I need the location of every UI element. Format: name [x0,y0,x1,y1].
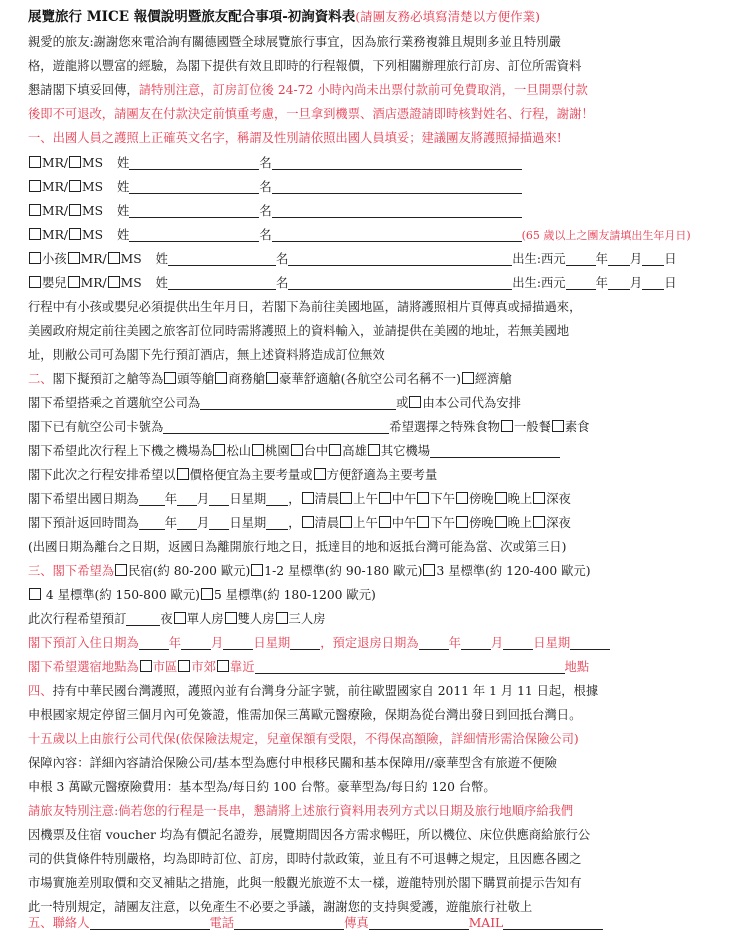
taichung-checkbox[interactable] [291,444,303,456]
star-3-checkbox[interactable] [423,564,435,576]
surname-label: 姓 [155,252,168,266]
morning-checkbox[interactable] [340,492,352,504]
kaohsiung-checkbox[interactable] [329,444,341,456]
traveler-row-1 [28,152,729,174]
ms-label: MS [82,180,104,194]
premium-class-checkbox[interactable] [266,372,278,384]
first-class-label: 頭等艙 [177,372,215,386]
day-weekday-label: 日星期 [229,492,267,506]
dawn-checkbox[interactable] [302,492,314,504]
departure-day-field[interactable] [209,491,229,506]
infant-row [28,272,729,294]
title-text: 展覽旅行 MICE 報價說明暨旅友配合事項-初詢資料表 [28,9,356,25]
year-label: 年 [448,636,461,650]
visa-line-2: 申根國家規定停留三個月內可免簽證，惟需加保三萬歐元醫療險，保期為從台灣出發日到回抵台灣日。 [28,708,582,722]
star-4-label: 4 星標準(約 150-800 歐元) [45,588,200,602]
priority-label: 閣下此次之行程安排希望以 [28,468,176,482]
departure-weekday-field[interactable] [266,491,288,506]
mr-label: MR/ [42,156,68,170]
year-label: 年 [168,636,181,650]
checkin-label: 閣下預訂入住日期為 [28,636,139,650]
traveler-row-3 [28,200,729,222]
first-class-checkbox[interactable] [164,372,176,384]
date-note: (出國日期為離台之日期，返國日為離開旅行地之日，抵達目的地和返抵台灣可能為當、次或第三日) [28,540,567,554]
late-night-label: 深夜 [546,492,571,506]
single-room-checkbox[interactable] [174,612,186,624]
surname-field[interactable] [129,179,259,194]
price-priority-label: 價格便宜為主要考量或 [189,468,313,482]
infant-checkbox[interactable] [29,276,41,288]
company-arrange-checkbox[interactable] [409,396,421,408]
checkout-year-field[interactable] [419,635,449,650]
late-night-label: 深夜 [546,516,571,530]
visa-line-1-text: 持有中華民國台灣護照，護照內並有台灣身分証字號，前往歐盟國家自 2011 年 1 月 11 日起，根據 [52,684,599,698]
morning-checkbox[interactable] [340,516,352,528]
preferred-airline-field[interactable] [200,395,396,410]
comfort-priority-checkbox[interactable] [314,468,326,480]
preferred-airline-label: 閣下希望搭乘之首選航空公司為 [28,396,201,410]
songshan-checkbox[interactable] [213,444,225,456]
surname-label: 姓 [117,180,130,194]
surname-label: 姓 [155,276,168,290]
contact-field[interactable] [90,915,210,930]
afternoon-checkbox[interactable] [417,492,429,504]
ms-checkbox[interactable] [69,228,81,240]
star-5-checkbox[interactable] [201,588,213,600]
hotel-grade-label: 閣下希望為 [52,564,115,578]
passport-note-line-3: 址，則敝公司可為閣下先行預訂酒店，無上述資料將造成訂位無效 [28,348,385,362]
given-name-label: 名 [259,204,272,218]
checkout-day-field[interactable] [503,635,533,650]
ms-checkbox[interactable] [69,156,81,168]
month-label: 月 [211,636,224,650]
month-label: 月 [197,492,210,506]
birth-label: 出生:西元 [512,276,566,290]
star-1-2-checkbox[interactable] [251,564,263,576]
night-checkbox[interactable] [495,516,507,528]
checkin-day-field[interactable] [223,635,253,650]
ms-label: MS [82,228,104,242]
taichung-label: 台中 [303,444,329,458]
noon-checkbox[interactable] [379,492,391,504]
given-name-field[interactable] [288,251,512,266]
checkin-month-field[interactable] [181,635,211,650]
ms-label: MS [120,252,142,266]
evening-checkbox[interactable] [456,492,468,504]
given-name-field[interactable] [272,179,522,194]
year-label: 年 [164,516,177,530]
child-label: 小孩 [42,252,67,266]
birth-month-field[interactable] [608,275,630,290]
mr-checkbox[interactable] [29,156,41,168]
evening-label: 傍晚 [468,516,494,530]
title-note: (請團友務必填寫清楚以方便作業) [355,9,541,24]
special-note-line-2: 因機票及住宿 voucher 均為有價記名證券，展覽期間因各方需求暢旺，所以機位、床位供應商給旅行公 [28,828,591,842]
departure-year-field[interactable] [139,491,165,506]
contact-label: 五、聯絡人 [28,916,90,930]
return-date-row [28,512,729,534]
airport-row [28,440,729,462]
given-name-label: 名 [275,252,289,266]
day-label: 日 [664,276,677,290]
location-label: 閣下希望選宿地點為 [28,660,139,674]
intro-line-4: 後即不可退改，請團友在付款決定前慎重考慮，一旦拿到機票、酒店憑證請即時核對姓名、行程，謝謝！ [28,107,594,121]
star-5-label: 5 星標準(約 180-1200 歐元) [213,588,376,602]
birth-year-field[interactable] [566,251,596,266]
mr-checkbox[interactable] [68,276,80,288]
airline-card-field[interactable] [163,419,389,434]
hotel-grade-row-1 [28,560,729,582]
suburb-checkbox[interactable] [178,660,190,672]
mr-checkbox[interactable] [29,228,41,240]
special-note-line-1: 請旅友特別注意:倘若您的行程是一長串，懇請將上述旅行資料用表列方式以日期及旅行地順序給我們 [28,804,574,818]
surname-field[interactable] [168,275,276,290]
location-suffix: 地點 [564,660,590,674]
departure-date-label: 閣下希望出國日期為 [28,492,139,506]
birth-day-field[interactable] [642,275,664,290]
single-room-label: 單人房 [186,612,224,626]
premium-class-label: 豪華舒適艙(各航空公司名稱不一) [279,372,461,386]
birth-month-field[interactable] [608,251,630,266]
downtown-label: 市區 [152,660,178,674]
day-weekday-label: 日星期 [533,636,571,650]
return-year-field[interactable] [139,515,165,530]
phone-label: 電話 [209,916,235,930]
afternoon-label: 下午 [430,492,455,506]
noon-label: 中午 [391,492,417,506]
triple-room-checkbox[interactable] [276,612,288,624]
month-label: 月 [490,636,504,650]
given-name-field[interactable] [272,203,522,218]
visa-line-1 [28,680,729,702]
mr-label: MR/ [42,228,68,242]
taoyuan-label: 桃園 [265,444,290,458]
company-arrange-label: 由本公司代為安排 [422,396,521,410]
taoyuan-checkbox[interactable] [252,444,264,456]
surname-field[interactable] [129,155,259,170]
section-3-number: 三、 [28,564,53,578]
over-65-note: (65 歲以上之團友請填出生年月日) [521,229,691,242]
surname-label: 姓 [117,156,130,170]
separator: ， [288,492,301,506]
morning-label: 上午 [353,516,378,530]
cabin-class-row [28,368,729,390]
checkin-year-field[interactable] [139,635,169,650]
vegetarian-meal-label: 素食 [564,420,590,434]
given-name-field[interactable] [272,227,522,242]
night-label: 晚上 [507,516,533,530]
ms-label: MS [82,156,104,170]
surname-field[interactable] [129,227,259,242]
ms-checkbox[interactable] [69,180,81,192]
mr-label: MR/ [80,276,107,290]
mail-field[interactable] [503,915,603,930]
morning-label: 上午 [353,492,378,506]
surname-label: 姓 [117,204,130,218]
other-airport-checkbox[interactable] [368,444,380,456]
dawn-checkbox[interactable] [302,516,314,528]
mr-checkbox[interactable] [29,204,41,216]
child-row [28,248,729,270]
nights-field[interactable] [126,611,160,626]
section-4-number: 四、 [28,684,53,698]
return-date-label: 閣下預計返回時間為 [28,516,139,530]
dawn-label: 清晨 [314,516,340,530]
passport-note-line-1: 行程中有小孩或嬰兒必須提供出生年月日，若閣下為前往美國地區，請將護照相片頁傳真或掃描過來， [28,300,582,314]
dawn-label: 清晨 [314,492,340,506]
surname-field[interactable] [168,251,276,266]
other-airport-label: 其它機場 [380,444,431,458]
given-name-label: 名 [275,276,289,290]
comfort-priority-label: 方便舒適為主要考量 [326,468,438,482]
mail-label: MAIL [468,916,504,930]
intro-line-3 [28,79,729,101]
departure-month-field[interactable] [177,491,197,506]
section-2-number: 二、 [28,372,53,386]
airline-card-row [28,416,729,438]
special-note-line-4: 市場實施差別取價和交叉補貼之措施，此與一般觀光旅遊不太一樣，遊龍特別於閣下購買前提示告知有 [28,876,582,890]
other-airport-field[interactable] [430,443,560,458]
price-priority-checkbox[interactable] [177,468,189,480]
double-room-label: 雙人房 [237,612,275,626]
special-note-line-3: 司的供貨條件特別嚴格，均為即時訂位、訂房，即時付款政策，並且有不可退轉之規定，且因應各國之 [28,852,582,866]
evening-checkbox[interactable] [456,516,468,528]
near-checkbox[interactable] [217,660,229,672]
intro-line-3-text: 懇請閣下填妥回傳， [28,83,139,97]
night-label: 晚上 [507,492,533,506]
or-label: 或 [396,396,409,410]
regular-meal-label: 一般餐 [513,420,551,434]
departure-date-row [28,488,729,510]
surname-label: 姓 [117,228,130,242]
mr-label: MR/ [42,204,68,218]
afternoon-label: 下午 [430,516,455,530]
checkin-row [28,632,729,654]
room-type-row [28,608,729,630]
night-label: 夜 [160,612,173,626]
birth-day-field[interactable] [642,251,664,266]
near-label: 靠近 [229,660,255,674]
birth-year-field[interactable] [566,275,596,290]
phone-field[interactable] [234,915,344,930]
triple-room-label: 三人房 [288,612,326,626]
month-label: 月 [197,516,210,530]
fax-field[interactable] [369,915,469,930]
section-1-heading: 一、出國人員之護照上正確英文名字，稱謂及性別請依照出國人員填妥；建議團友將護照掃描過來! [28,131,562,145]
ms-label: MS [82,204,104,218]
given-name-field[interactable] [272,155,522,170]
passport-note-line-2: 美國政府規定前往美國之旅客訂位同時需將護照上的資料輸入，並請提供在美國的地址，若無美國地 [28,324,570,338]
bnb-label: 民宿(約 80-200 歐元) [128,564,251,578]
month-label: 月 [629,252,643,266]
special-note-line-5: 此一特別規定，請團友注意，以免產生不必要之爭議，謝謝您的支持與愛護，遊龍旅行社敬上 [28,900,533,914]
checkout-month-field[interactable] [461,635,491,650]
suburb-label: 市郊 [191,660,216,674]
infant-label: 嬰兒 [42,276,67,290]
mr-checkbox[interactable] [68,252,80,264]
traveler-row-4 [28,224,729,246]
surname-field[interactable] [129,203,259,218]
airline-card-label: 閣下已有航空公司卡號為 [28,420,164,434]
mr-label: MR/ [80,252,107,266]
evening-label: 傍晚 [468,492,494,506]
given-name-field[interactable] [288,275,512,290]
given-name-label: 名 [259,156,272,170]
kaohsiung-label: 高雄 [342,444,367,458]
fax-label: 傳真 [344,916,369,930]
intro-line-1: 親愛的旅友:謝謝您來電洽詢有關德國暨全球展覽旅行事宜，因為旅行業務複雜且規則多並且特別嚴 [28,35,561,49]
return-month-field[interactable] [177,515,197,530]
regular-meal-checkbox[interactable] [501,420,513,432]
insurance-coverage: 保障內容：詳細內容請洽保險公司/基本型為應付申根移民關和基本保障用//豪華型含有旅遊不便險 [28,756,557,770]
return-day-field[interactable] [209,515,229,530]
business-class-label: 商務艙 [228,372,266,386]
traveler-row-2 [28,176,729,198]
mr-label: MR/ [42,180,68,194]
given-name-label: 名 [259,228,272,242]
ms-checkbox[interactable] [69,204,81,216]
noon-label: 中午 [391,516,417,530]
noon-checkbox[interactable] [379,516,391,528]
afternoon-checkbox[interactable] [417,516,429,528]
return-weekday-field[interactable] [266,515,288,530]
business-class-checkbox[interactable] [215,372,227,384]
year-label: 年 [164,492,177,506]
birth-label: 出生:西元 [512,252,566,266]
checkout-label: ，預定退房日期為 [320,636,419,650]
ms-checkbox[interactable] [108,276,120,288]
double-room-checkbox[interactable] [225,612,237,624]
downtown-checkbox[interactable] [140,660,152,672]
ms-checkbox[interactable] [108,252,120,264]
day-weekday-label: 日星期 [253,636,291,650]
economy-class-label: 經濟艙 [474,372,512,386]
ms-label: MS [120,276,142,290]
location-row [28,656,729,678]
star-3-label: 3 星標準(約 120-400 歐元) [436,564,591,578]
airline-preference-row [28,392,729,414]
late-night-checkbox[interactable] [533,516,545,528]
given-name-label: 名 [259,180,272,194]
year-label: 年 [595,276,608,290]
page-title [28,6,729,28]
night-checkbox[interactable] [495,492,507,504]
separator: ， [288,516,301,530]
month-label: 月 [629,276,643,290]
intro-line-2: 格，遊龍將以豐富的經驗，為閣下提供有效且即時的行程報價，下列相關辦理旅行訂房、訂位所需資料 [28,59,582,73]
contact-row [28,912,729,934]
economy-class-checkbox[interactable] [462,372,474,384]
airport-label: 閣下希望此次行程上下機之機場為 [28,444,213,458]
insurance-age-note: 十五歲以上由旅行公司代保(依保險法規定，兒童保額有受限，不得保高額險，詳細情形需洽保險公司) [28,732,579,746]
near-location-field[interactable] [255,659,565,674]
special-meal-label: 希望選擇之特殊食物 [389,420,500,434]
day-label: 日 [664,252,677,266]
child-checkbox[interactable] [29,252,41,264]
day-weekday-label: 日星期 [229,516,267,530]
songshan-label: 松山 [226,444,252,458]
checkout-weekday-field[interactable] [570,635,610,650]
year-label: 年 [595,252,608,266]
bnb-checkbox[interactable] [115,564,127,576]
vegetarian-meal-checkbox[interactable] [552,420,564,432]
star-1-2-label: 1-2 星標準(約 90-180 歐元) [264,564,423,578]
checkin-weekday-field[interactable] [290,635,320,650]
insurance-fee: 申根 3 萬歐元醫療險費用：基本型為/每日約 100 台幣。豪華型為/每日約 120 台幣。 [28,780,496,794]
cabin-class-label: 閣下擬預訂之艙等為 [52,372,164,386]
late-night-checkbox[interactable] [533,492,545,504]
star-4-checkbox[interactable] [29,588,41,600]
mr-checkbox[interactable] [29,180,41,192]
intro-warning: 請特別注意，訂房訂位後 24-72 小時內尚未出票付款前可免費取消，一旦開票付款 [138,83,588,97]
priority-row [28,464,729,486]
hotel-grade-row-2 [28,584,729,606]
nights-label: 此次行程希望預訂 [28,612,127,626]
